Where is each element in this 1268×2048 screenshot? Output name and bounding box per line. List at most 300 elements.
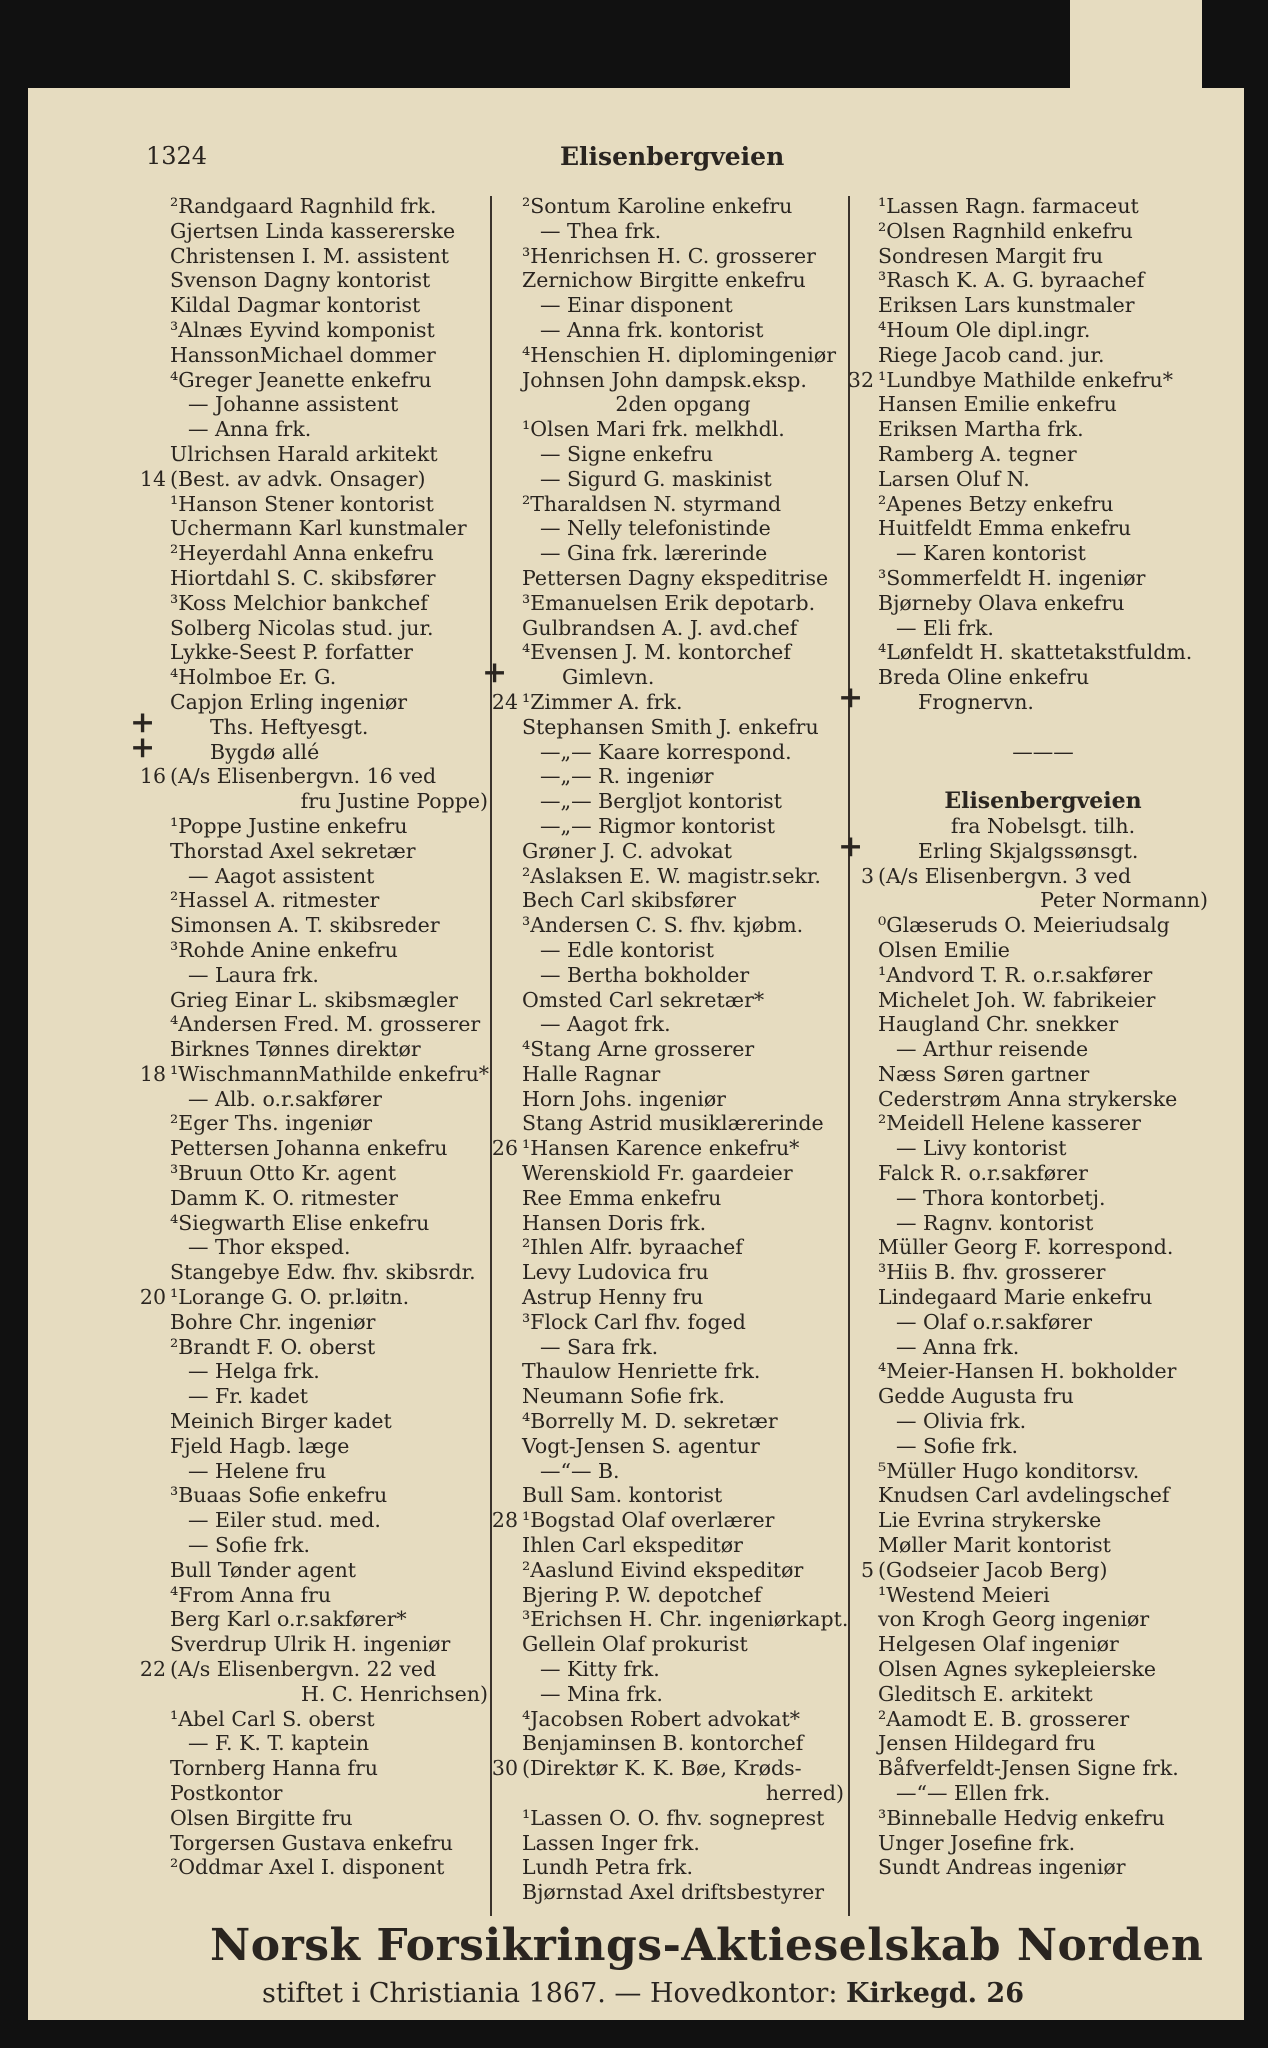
- column-divider-2: [848, 196, 850, 1916]
- entry-text: ¹Lassen O. O. fhv. sognepres​t: [522, 1805, 825, 1830]
- entry-text: ¹Lorange G. O. pr.løitn.: [170, 1285, 410, 1310]
- directory-entry: [170, 417, 488, 442]
- directory-entry: [878, 244, 1208, 269]
- directory-entry: [878, 1161, 1208, 1186]
- directory-entry: [170, 616, 488, 641]
- side-advertisement: [30, 216, 140, 1856]
- entry-text: Ths. Heftyesgt.: [210, 714, 369, 739]
- directory-entry: [522, 343, 844, 368]
- directory-entry: [170, 1235, 488, 1260]
- entry-text: Bull Tønder agent: [170, 1557, 357, 1582]
- entry-text: Horn Johs. ingeniør: [522, 1086, 726, 1111]
- entry-text: —„— Kaare korrespond.: [540, 739, 792, 764]
- entry-text: —„— Bergljot kontorist: [540, 789, 782, 814]
- entry-text: ⁰Glæseruds O. Meieriudsalg: [878, 913, 1170, 938]
- entry-text: Grøner J. C. advokat: [522, 838, 732, 863]
- entry-text: ²Oddmar Axel I. disponent: [170, 1855, 445, 1880]
- entry-text: ²Brandt F. O. oberst: [170, 1334, 376, 1359]
- entry-text: — Thea frk.: [540, 218, 662, 243]
- directory-entry: [170, 864, 488, 889]
- directory-entry: [878, 988, 1208, 1013]
- directory-entry: [522, 913, 844, 938]
- directory-entry: [170, 516, 488, 541]
- directory-entry: [522, 1335, 844, 1360]
- directory-entry: [878, 1409, 1208, 1434]
- directory-entry: [878, 1186, 1208, 1211]
- directory-entry: [170, 690, 488, 715]
- entry-text: ⁵Müller Hugo konditorsv.: [878, 1458, 1140, 1483]
- entry-text: Solberg Nicolas stud. jur.: [170, 615, 434, 640]
- entry-text: ³Erichsen H. Chr. ingeniørkapt.: [522, 1607, 849, 1632]
- house-number: 20: [139, 1285, 166, 1310]
- directory-entry: [522, 1359, 844, 1384]
- directory-entry: [170, 293, 488, 318]
- entry-text: —„— Rigmor kontorist: [540, 813, 776, 838]
- entry-text: — Sofie frk.: [896, 1433, 1019, 1458]
- entry-text: Capjon Erling ingeniør: [170, 689, 408, 714]
- entry-text: ²Olsen Ragnhild enkefru: [878, 218, 1133, 243]
- entry-text: Zernichow Birgitte enkefru: [522, 268, 806, 293]
- entry-text: (Godseier Jacob Berg): [878, 1557, 1108, 1582]
- directory-entry: [170, 541, 488, 566]
- directory-entry: [170, 1161, 488, 1186]
- entry-text: Sundt Andreas ingeniør: [878, 1855, 1126, 1880]
- entry-text: ³Buaas Sofie enkefru: [170, 1483, 388, 1508]
- entry-text: ³Bruun Otto Kr. agent: [170, 1161, 397, 1186]
- entry-text: ———: [1012, 739, 1074, 764]
- entry-text: ⁴Henschien H. diplomingeniør: [522, 342, 837, 367]
- directory-entry: [170, 318, 488, 343]
- directory-entry: [522, 839, 844, 864]
- entry-text: Gleditsch E. arkitekt: [878, 1681, 1093, 1706]
- entry-text: ²Eger Ths. ingeniør: [170, 1111, 373, 1136]
- entry-text: Sondresen Margit fru: [878, 243, 1104, 268]
- entry-text: Falck R. o.r.sakfører: [878, 1161, 1088, 1186]
- cross-street-marker: +: [838, 679, 864, 715]
- directory-entry: [170, 1211, 488, 1236]
- entry-text: Birknes Tønnes direktør: [170, 1037, 421, 1062]
- directory-entry: [170, 1186, 488, 1211]
- directory-entry: [170, 442, 488, 467]
- entry-text: ⁴From Anna fru: [170, 1582, 332, 1607]
- entry-text: Stephansen Smith J. enkefru: [522, 714, 819, 739]
- directory-entry: [878, 1781, 1208, 1806]
- entry-text: — Anna frk. kontorist: [540, 317, 764, 342]
- directory-entry: [522, 1607, 849, 1632]
- entry-text: Eriksen Lars kunstmaler: [878, 293, 1135, 318]
- directory-entry: [522, 591, 844, 616]
- directory-entry: [878, 963, 1208, 988]
- directory-entry: [522, 1707, 844, 1732]
- directory-entry: [491, 689, 844, 715]
- entry-text: — Thora kontorbetj.: [896, 1185, 1106, 1210]
- directory-entry: [878, 1310, 1208, 1335]
- entry-text: Knudsen Carl avdelingschef: [878, 1483, 1170, 1508]
- entry-text: — Johanne assistent: [188, 392, 399, 417]
- directory-entry: [878, 764, 1208, 789]
- entry-text: Lundh Petra frk.: [522, 1855, 693, 1880]
- directory-entry: [522, 1781, 844, 1806]
- entry-text: —“— B.: [540, 1458, 620, 1483]
- entry-text: — Einar disponent: [540, 293, 733, 318]
- entry-text: Michelet Joh. W. fabrikeier: [878, 987, 1156, 1012]
- entry-text: 2den opgang: [615, 392, 751, 417]
- directory-entry: [170, 1012, 488, 1037]
- entry-text: — F. K. T. kaptein: [188, 1731, 370, 1756]
- entry-text: ²Meidell Helene kasserer: [878, 1111, 1141, 1136]
- entry-text: Hiortdahl S. C. skibsfører: [170, 565, 436, 590]
- directory-entry: [170, 640, 488, 665]
- entry-text: Thorstad Axel sekretær: [170, 838, 416, 863]
- entry-text: Gjertsen Linda kassererske: [170, 218, 456, 243]
- directory-entry: [170, 1136, 488, 1161]
- directory-entry: [878, 392, 1208, 417]
- entry-text: Thaulow Henriette frk.: [522, 1359, 761, 1384]
- directory-entry: [522, 1186, 844, 1211]
- directory-column-1: [130, 194, 490, 1880]
- directory-entry: [522, 640, 844, 665]
- directory-entry: [878, 1012, 1208, 1037]
- directory-entry: [522, 1831, 844, 1856]
- directory-entry: [878, 1136, 1208, 1161]
- directory-entry: [522, 814, 844, 839]
- entry-text: ¹Olsen Mari frk. melkhdl.: [522, 417, 785, 442]
- entry-text: Lie Evrina strykerske: [878, 1508, 1102, 1533]
- directory-entry: [878, 1657, 1208, 1682]
- directory-entry: [522, 1087, 844, 1112]
- directory-entry: [170, 1607, 488, 1632]
- entry-text: ³Sommerfeldt H. ingeniør: [878, 565, 1146, 590]
- entry-text: (Direktør K. K. Bøe, Krøds-: [522, 1756, 802, 1781]
- directory-entry: [170, 244, 488, 269]
- entry-text: — Sigurd G. maskinist: [540, 466, 772, 491]
- directory-entry: [878, 616, 1208, 641]
- entry-text: — Helga frk.: [188, 1359, 320, 1384]
- directory-entry: [522, 1632, 844, 1657]
- entry-text: Benjaminsen B. kontorchef: [522, 1731, 804, 1756]
- entry-text: — Laura frk.: [188, 962, 319, 987]
- entry-text: — Eiler stud. med.: [188, 1508, 381, 1533]
- directory-entry: [170, 814, 488, 839]
- entry-text: ⁴Lønfeldt H. skattetakstfuldm.: [878, 640, 1193, 665]
- directory-entry: [522, 1682, 844, 1707]
- directory-entry: [522, 368, 844, 393]
- directory-entry: [170, 268, 488, 293]
- entry-text: Müller Georg F. korrespond.: [878, 1235, 1174, 1260]
- entry-text: ⁴Siegwarth Elise enkefru: [170, 1210, 430, 1235]
- directory-entry: [522, 566, 844, 591]
- directory-entry: [170, 566, 488, 591]
- entry-text: Gedde Augusta fru: [878, 1384, 1074, 1409]
- entry-text: ³Binneballe Hedvig enkefru: [878, 1805, 1165, 1830]
- directory-entry: [878, 1087, 1208, 1112]
- directory-entry: [170, 913, 488, 938]
- directory-entry: [878, 293, 1208, 318]
- entry-text: — Thor eksped.: [188, 1235, 351, 1260]
- entry-text: ⁴Jacobsen Robert advokat*: [522, 1706, 800, 1731]
- cross-street-marker: +: [838, 828, 864, 864]
- directory-entry: [170, 1310, 488, 1335]
- directory-entry: [130, 704, 488, 740]
- directory-entry: [878, 1831, 1208, 1856]
- directory-entry: [170, 1335, 488, 1360]
- directory-entry: [878, 640, 1208, 665]
- entry-text: ¹Bogstad Olaf overlærer: [522, 1508, 775, 1533]
- directory-entry: [522, 1558, 844, 1583]
- directory-entry: [522, 864, 844, 889]
- entry-text: Svenson Dagny kontorist: [170, 268, 431, 293]
- directory-entry: [170, 1359, 488, 1384]
- entry-text: Eriksen Martha frk.: [878, 417, 1084, 442]
- directory-column-2: [482, 194, 849, 1905]
- house-number: 26: [491, 1136, 518, 1161]
- entry-text: ²Randgaard Ragnhild frk.: [170, 194, 437, 218]
- entry-text: — Helene fru: [188, 1458, 327, 1483]
- entry-text: Ree Emma enkefru: [522, 1185, 722, 1210]
- entry-text: (A/s Elisenbergvn. 22 ved: [170, 1657, 437, 1682]
- entry-text: von Krogh Georg ingeniør: [878, 1607, 1150, 1632]
- directory-entry: [170, 1583, 488, 1608]
- entry-text: Bech Carl skibsfører: [522, 888, 736, 913]
- entry-text: ⁴Greger Jeanette enkefru: [170, 367, 432, 392]
- directory-entry: [170, 492, 488, 517]
- cross-street-marker: +: [130, 729, 156, 765]
- entry-text: Breda Oline enkefru: [878, 665, 1090, 690]
- entry-text: — Ragnv. kontorist: [896, 1210, 1094, 1235]
- directory-entry: [522, 1855, 844, 1880]
- directory-entry: [522, 1880, 844, 1905]
- entry-text: Ulrichsen Harald arkitekt: [170, 441, 438, 466]
- directory-entry: [522, 219, 844, 244]
- entry-text: Lindegaard Marie enkefru: [878, 1285, 1153, 1310]
- entry-text: Møller Marit kontorist: [878, 1533, 1111, 1558]
- directory-entry: [878, 1806, 1208, 1831]
- directory-entry: [522, 1434, 844, 1459]
- directory-entry: [170, 1087, 488, 1112]
- directory-entry: [522, 1459, 844, 1484]
- entry-text: ¹WischmannMathilde enkefru*: [170, 1061, 490, 1086]
- directory-entry: [522, 194, 844, 219]
- directory-entry: [878, 268, 1208, 293]
- directory-entry: [878, 1632, 1208, 1657]
- entry-text: HanssonMichael dommer: [170, 342, 436, 367]
- column-divider-1: [490, 196, 492, 1916]
- directory-entry: [878, 1756, 1208, 1781]
- directory-entry: [522, 888, 844, 913]
- directory-entry: [170, 839, 488, 864]
- directory-entry: [847, 367, 1208, 393]
- entry-text: ⁴Houm Ole dipl.ingr.: [878, 317, 1091, 342]
- directory-entry: [170, 1806, 488, 1831]
- directory-entry: [878, 516, 1208, 541]
- entry-text: ¹Lundbye Mathilde enkefru*: [878, 367, 1173, 392]
- cross-street-marker: +: [130, 704, 156, 740]
- directory-entry: [522, 293, 844, 318]
- entry-text: Fjeld Hagb. læge: [170, 1433, 350, 1458]
- directory-entry: [878, 1707, 1208, 1732]
- entry-text: ¹Poppe Justine enkefru: [170, 813, 408, 838]
- entry-text: — Edle kontorist: [540, 937, 714, 962]
- directory-entry: [522, 467, 844, 492]
- house-number: 14: [139, 466, 166, 491]
- directory-entry: [522, 938, 844, 963]
- entry-text: — Anna frk.: [188, 417, 312, 442]
- cross-street-marker: +: [482, 655, 508, 691]
- entry-text: ²Tharaldsen N. styrmand: [522, 491, 782, 516]
- house-number: 32: [847, 367, 874, 392]
- entry-text: ²Aslaksen E. W. magistr.sekr.: [522, 863, 821, 888]
- entry-text: Torgersen Gustava enkefru: [170, 1830, 454, 1855]
- directory-entry: [522, 1384, 844, 1409]
- entry-text: ¹Lassen Ragn. farmaceut: [878, 194, 1139, 218]
- directory-entry: [878, 1607, 1208, 1632]
- entry-text: Unger Josefine frk.: [878, 1830, 1076, 1855]
- entry-text: — Sofie frk.: [188, 1533, 311, 1558]
- directory-entry: [522, 1285, 844, 1310]
- directory-entry: [860, 1557, 1208, 1583]
- directory-entry: [170, 591, 488, 616]
- directory-entry: [522, 1409, 844, 1434]
- entry-text: Ihlen Carl ekspeditør: [522, 1533, 743, 1558]
- entry-text: Postkontor: [170, 1781, 283, 1805]
- directory-entry: [170, 1558, 488, 1583]
- house-number: 28: [491, 1508, 518, 1533]
- entry-text: — Olaf o.r.sakfører: [896, 1309, 1093, 1334]
- directory-entry: [522, 1161, 844, 1186]
- directory-entry: [170, 963, 488, 988]
- house-number: 24: [491, 689, 518, 714]
- directory-entry: [522, 1483, 844, 1508]
- directory-entry: [522, 1657, 844, 1682]
- directory-entry: [522, 740, 844, 765]
- directory-entry: [522, 492, 844, 517]
- directory-entry: [878, 442, 1208, 467]
- directory-entry: [139, 1657, 488, 1682]
- entry-text: Johnsen John dampsk.eksp.: [522, 367, 807, 392]
- directory-entry: [878, 1583, 1208, 1608]
- entry-text: — Fr. kadet: [188, 1384, 308, 1409]
- entry-text: Ramberg A. tegner: [878, 441, 1077, 466]
- entry-text: ³Emanuelsen Erik depotarb.: [522, 590, 816, 615]
- entry-text: Christensen I. M. assistent: [170, 243, 450, 268]
- directory-entry: [522, 764, 844, 789]
- directory-entry: [522, 1731, 844, 1756]
- entry-text: ²Sontum Karoline enkefru: [522, 194, 793, 218]
- directory-entry: [170, 1260, 488, 1285]
- directory-entry: [170, 789, 488, 814]
- directory-entry: [522, 268, 844, 293]
- directory-entry: [878, 665, 1208, 690]
- entry-text: ⁴Andersen Fred. M. grosserer: [170, 1012, 481, 1037]
- entry-text: Båfverfeldt-Jensen Signe frk.: [878, 1756, 1179, 1781]
- entry-text: Pettersen Dagny ekspeditrise: [522, 565, 829, 590]
- entry-text: Hansen Emilie enkefru: [878, 392, 1117, 417]
- directory-entry: [522, 963, 844, 988]
- directory-entry: [170, 1682, 488, 1707]
- entry-text: ²Ihlen Alfr. byraachef: [522, 1235, 743, 1260]
- directory-entry: [522, 1533, 844, 1558]
- directory-entry: [170, 1409, 488, 1434]
- directory-entry: [878, 1260, 1208, 1285]
- entry-text: ²Apenes Betzy enkefru: [878, 491, 1114, 516]
- entry-text: —„— R. ingeniør: [540, 764, 714, 789]
- entry-text: Næss Søren gartner: [878, 1061, 1090, 1086]
- directory-entry: [522, 789, 844, 814]
- directory-entry: [170, 368, 488, 393]
- entry-text: ¹Andvord T. R. o.r.sakfører: [878, 962, 1153, 987]
- directory-entry: [170, 1731, 488, 1756]
- directory-entry: [522, 1012, 844, 1037]
- entry-text: ²Aamodt E. B. grosserer: [878, 1706, 1130, 1731]
- directory-entry: [878, 1731, 1208, 1756]
- directory-entry: [170, 1831, 488, 1856]
- house-number: 16: [139, 764, 166, 789]
- directory-entry: [878, 1285, 1208, 1310]
- directory-entry: [170, 1533, 488, 1558]
- directory-entry: [139, 1061, 490, 1087]
- directory-entry: [878, 541, 1208, 566]
- page-title: Elisenbergveien: [560, 142, 785, 171]
- house-number: 22: [139, 1657, 166, 1682]
- directory-entry: [522, 1062, 844, 1087]
- entry-text: — Gina frk. lærerinde: [540, 541, 768, 566]
- entry-text: — Arthur reisende: [896, 1037, 1089, 1062]
- entry-text: (Best. av advk. Onsager): [170, 466, 426, 491]
- entry-text: Omsted Carl sekretær*: [522, 987, 765, 1012]
- entry-text: Bohre Chr. ingeniør: [170, 1309, 376, 1334]
- entry-text: Frognervn.: [918, 689, 1034, 714]
- entry-text: ⁴Borrelly M. D. sekretær: [522, 1409, 778, 1434]
- entry-text: Stangebye Edw. fhv. skibsrdr.: [170, 1260, 476, 1285]
- directory-entry: [170, 1459, 488, 1484]
- entry-text: Astrup Henny fru: [522, 1285, 704, 1310]
- directory-entry: [878, 814, 1208, 839]
- directory-entry: [170, 1855, 488, 1880]
- directory-entry: [522, 516, 844, 541]
- directory-entry: [878, 1359, 1208, 1384]
- footer-founded: stiftet i Christiania 1867. — Hovedkontor:: [262, 1978, 838, 2009]
- entry-text: Tornberg Hanna fru: [170, 1756, 378, 1781]
- entry-text: ¹Zimmer A. frk.: [522, 689, 683, 714]
- entry-text: Jensen Hildegard fru: [878, 1731, 1096, 1756]
- entry-text: ⁴Holmboe Er. G.: [170, 665, 337, 690]
- entry-text: fra Nobelsgt. tilh.: [950, 813, 1136, 838]
- directory-entry: [170, 665, 488, 690]
- directory-entry: [522, 442, 844, 467]
- footer-details: [262, 1978, 1024, 2009]
- directory-entry: [170, 1111, 488, 1136]
- directory-entry: [522, 1583, 844, 1608]
- directory-entry: [522, 1260, 844, 1285]
- entry-text: — Anna frk.: [896, 1334, 1020, 1359]
- directory-entry: [878, 492, 1208, 517]
- entry-text: (A/s Elisenbergvn. 16 ved: [170, 764, 437, 789]
- entry-text: — Alb. o.r.sakfører: [188, 1086, 382, 1111]
- directory-entry: [878, 715, 1208, 740]
- directory-entry: [878, 1508, 1208, 1533]
- directory-entry: [878, 740, 1208, 765]
- directory-entry: [170, 392, 488, 417]
- entry-text: Erling Skjalgssønsgt.: [918, 838, 1139, 863]
- directory-entry: [482, 655, 844, 691]
- entry-text: Vogt-Jensen S. agentur: [522, 1433, 760, 1458]
- directory-entry: [170, 1508, 488, 1533]
- directory-entry: [878, 938, 1208, 963]
- entry-text: Kildal Dagmar kontorist: [170, 293, 421, 318]
- entry-text: Haugland Chr. snekker: [878, 1012, 1119, 1037]
- directory-entry: [878, 318, 1208, 343]
- entry-text: Huitfeldt Emma enkefru: [878, 516, 1132, 541]
